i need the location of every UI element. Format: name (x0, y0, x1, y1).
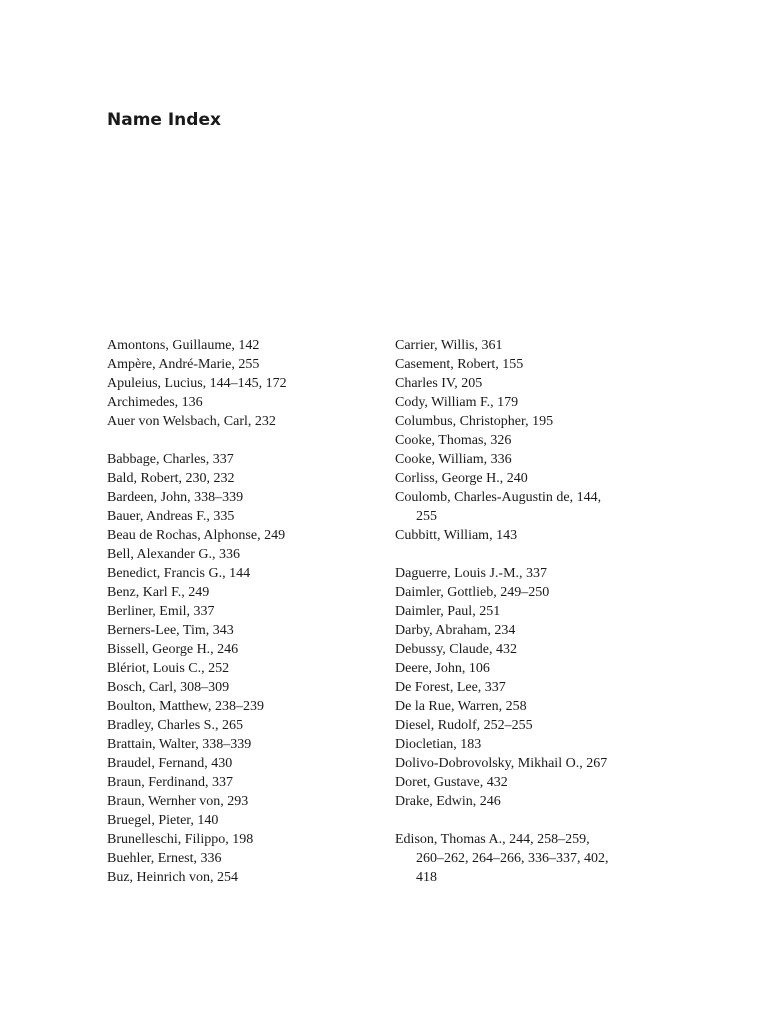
index-entry: Cubbitt, William, 143 (395, 528, 518, 543)
index-entry: Coulomb, Charles-Augustin de, 144, (395, 490, 602, 505)
index-entry: Diocletian, 183 (395, 737, 482, 752)
index-entry: Beau de Rochas, Alphonse, 249 (107, 528, 286, 543)
index-entry: Daimler, Gottlieb, 249–250 (395, 585, 550, 600)
index-entry: Columbus, Christopher, 195 (395, 414, 554, 429)
index-entry: Debussy, Claude, 432 (395, 642, 517, 657)
index-entry: Braun, Wernher von, 293 (107, 794, 249, 809)
index-entry: Deere, John, 106 (395, 661, 490, 676)
index-entry: Cooke, William, 336 (395, 452, 512, 467)
index-column-left (107, 336, 375, 887)
index-entry: Braun, Ferdinand, 337 (107, 775, 233, 790)
index-entry: Darby, Abraham, 234 (395, 623, 516, 638)
index-entry: Buehler, Ernest, 336 (107, 851, 222, 866)
index-entry: Bauer, Andreas F., 335 (107, 509, 235, 524)
index-entry: Archimedes, 136 (107, 395, 203, 410)
index-entry: Babbage, Charles, 337 (107, 452, 234, 467)
index-entry: Boulton, Matthew, 238–239 (107, 699, 264, 714)
index-entry: De la Rue, Warren, 258 (395, 699, 527, 714)
index-entry-continuation: 418 (416, 870, 437, 885)
index-entry-continuation: 260–262, 264–266, 336–337, 402, (416, 851, 609, 866)
index-entry: Doret, Gustave, 432 (395, 775, 508, 790)
letter-group-gap (107, 431, 375, 450)
index-entry: Daimler, Paul, 251 (395, 604, 501, 619)
letter-group-gap (395, 811, 655, 830)
index-entry-continuation: 255 (416, 509, 437, 524)
index-entry: Bradley, Charles S., 265 (107, 718, 243, 733)
index-entry: Bardeen, John, 338–339 (107, 490, 244, 505)
index-column-right (395, 336, 655, 887)
index-entry: Benz, Karl F., 249 (107, 585, 210, 600)
index-entry: Casement, Robert, 155 (395, 357, 524, 372)
index-entry: Apuleius, Lucius, 144–145, 172 (107, 376, 287, 391)
index-entry: Corliss, George H., 240 (395, 471, 528, 486)
index-entry: Auer von Welsbach, Carl, 232 (107, 414, 276, 429)
index-entry: Amontons, Guillaume, 142 (107, 338, 260, 353)
index-entry: Dolivo-Dobrovolsky, Mikhail O., 267 (395, 756, 608, 771)
index-entry: Brattain, Walter, 338–339 (107, 737, 252, 752)
index-entry: Drake, Edwin, 246 (395, 794, 501, 809)
index-entry: Braudel, Fernand, 430 (107, 756, 233, 771)
index-entry: Bald, Robert, 230, 232 (107, 471, 235, 486)
index-entry: Carrier, Willis, 361 (395, 338, 503, 353)
index-entry: Benedict, Francis G., 144 (107, 566, 251, 581)
index-entry: Diesel, Rudolf, 252–255 (395, 718, 533, 733)
index-entry: Daguerre, Louis J.-M., 337 (395, 566, 548, 581)
index-entry: Charles IV, 205 (395, 376, 483, 391)
letter-group-gap (395, 545, 655, 564)
index-entry: Edison, Thomas A., 244, 258–259, (395, 832, 590, 847)
index-entry: Bissell, George H., 246 (107, 642, 239, 657)
index-entry: Blériot, Louis C., 252 (107, 661, 230, 676)
index-entry: Cooke, Thomas, 326 (395, 433, 512, 448)
index-entry: Berliner, Emil, 337 (107, 604, 215, 619)
index-entry: Brunelleschi, Filippo, 198 (107, 832, 254, 847)
index-entry: Bosch, Carl, 308–309 (107, 680, 230, 695)
index-entry: De Forest, Lee, 337 (395, 680, 506, 695)
index-entry: Buz, Heinrich von, 254 (107, 870, 239, 885)
index-entry: Berners-Lee, Tim, 343 (107, 623, 234, 638)
index-entry: Bell, Alexander G., 336 (107, 547, 240, 562)
index-entry: Ampère, André-Marie, 255 (107, 357, 260, 372)
page-title: Name Index (107, 110, 221, 130)
index-entry: Cody, William F., 179 (395, 395, 519, 410)
index-entry: Bruegel, Pieter, 140 (107, 813, 219, 828)
